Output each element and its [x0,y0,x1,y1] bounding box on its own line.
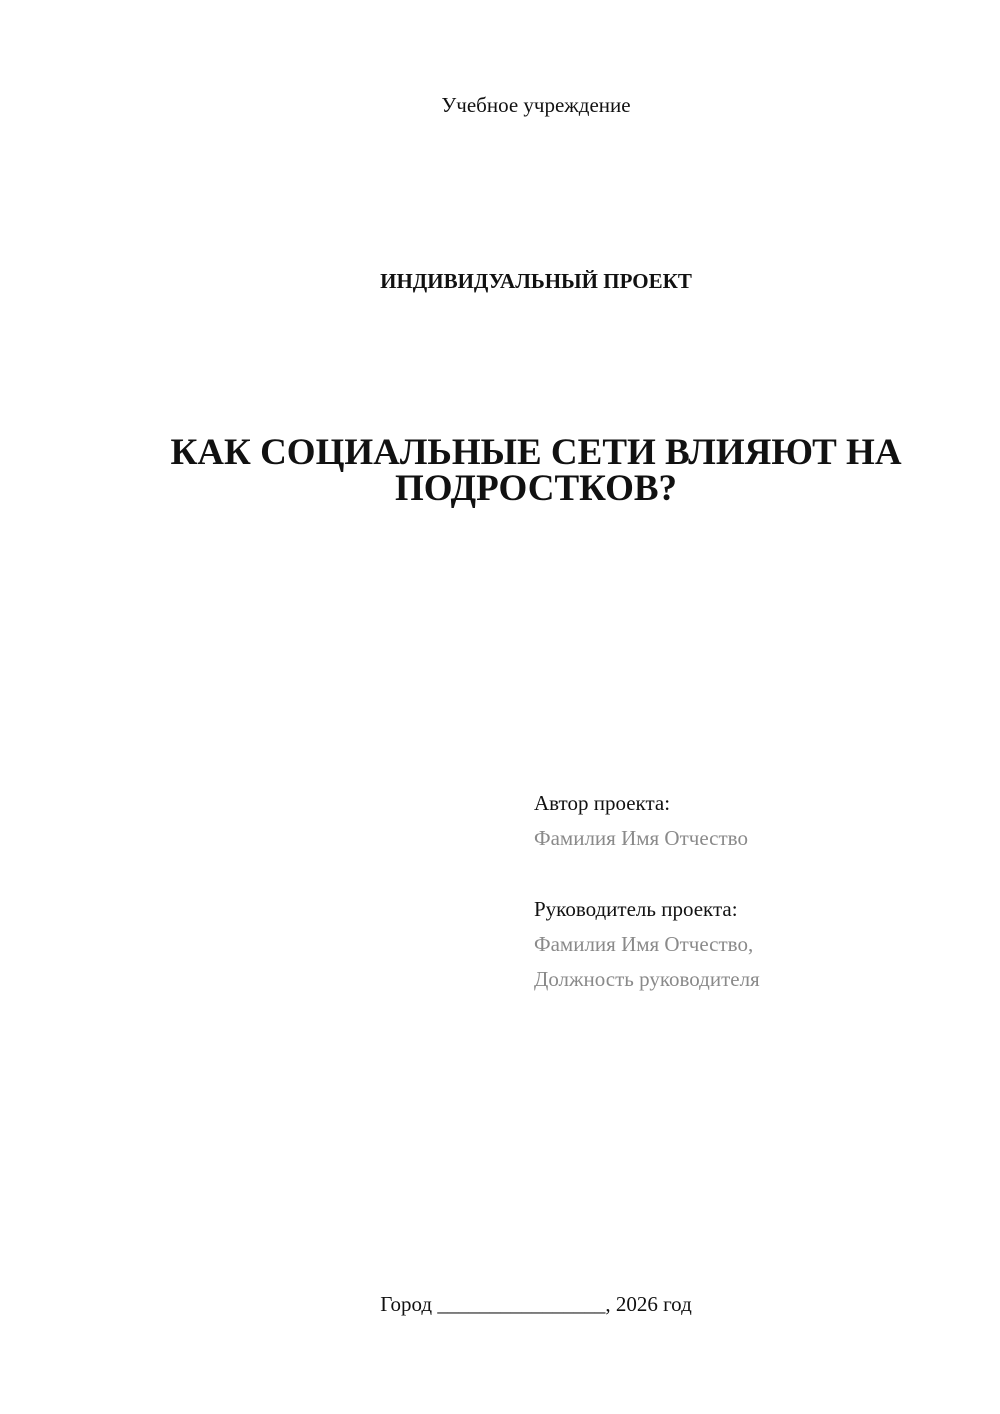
project-type-heading: ИНДИВИДУАЛЬНЫЙ ПРОЕКТ [380,269,692,293]
institution-name: Учебное учреждение [441,93,631,117]
supervisor-label: Руководитель проекта: [534,897,738,921]
project-title [0,432,1000,509]
author-label: Автор проекта: [534,791,671,815]
project-title-line-2: ПОДРОСТКОВ? [394,468,678,509]
author-block [534,786,974,856]
author-name-placeholder: Фамилия Имя Отчество [534,826,748,850]
supervisor-block [534,892,974,997]
project-title-line-1: КАК СОЦИАЛЬНЫЕ СЕТИ ВЛИЯЮТ НА [170,432,902,473]
supervisor-name-placeholder: Фамилия Имя Отчество, [534,932,754,956]
supervisor-position-placeholder: Должность руководителя [534,967,760,991]
city-year-line: Город ________________, 2026 год [380,1292,692,1316]
